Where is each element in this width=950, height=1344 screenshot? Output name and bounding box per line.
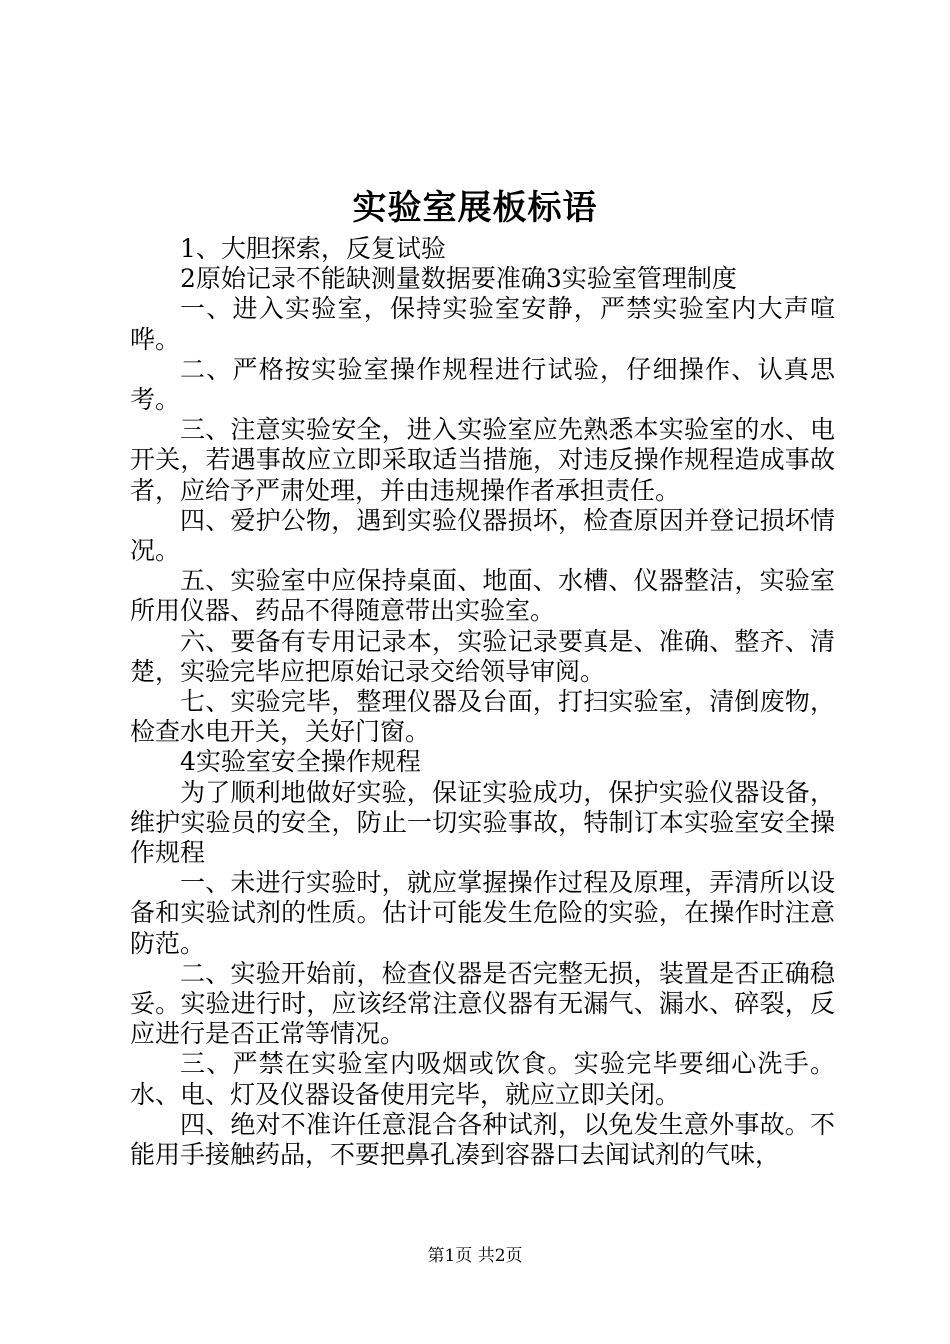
paragraph: 二、实验开始前，检查仪器是否完整无损，装置是否正确稳妥。实验进行时，应该经常注意仪器有无漏气、漏水、碎裂，反应进行是否正常等情况。 xyxy=(130,958,835,1049)
paragraph: 一、进入实验室，保持实验室安静，严禁实验室内大声喧哗。 xyxy=(130,294,835,354)
document-title: 实验室展板标语 xyxy=(352,188,598,228)
paragraph: 二、严格按实验室操作规程进行试验，仔细操作、认真思考。 xyxy=(130,354,835,415)
paragraph: 一、未进行实验时，就应掌握操作过程及原理，弄清所以设备和实验试剂的性质。估计可能发生危险的实验，在操作时注意防范。 xyxy=(130,868,835,958)
page-footer: 第1页 共2页 xyxy=(427,1246,523,1266)
paragraph: 三、严禁在实验室内吸烟或饮食。实验完毕要细心洗手。水、电、灯及仪器设备使用完毕，就应立即关闭。 xyxy=(130,1049,835,1109)
paragraph: 五、实验室中应保持桌面、地面、水槽、仪器整洁，实验室所用仪器、药品不得随意带出实验室。 xyxy=(130,566,835,626)
paragraph: 1、大胆探索，反复试验 xyxy=(180,234,446,263)
paragraph: 四、绝对不准许任意混合各种试剂，以免发生意外事故。不能用手接触药品，不要把鼻孔凑到容器口去闻试剂的气味， xyxy=(130,1109,835,1170)
paragraph: 4实验室安全操作规程 xyxy=(180,747,421,777)
paragraph: 三、注意实验安全，进入实验室应先熟悉本实验室的水、电开关，若遇事故应立即采取适当措施，对违反操作规程造成事故者，应给予严肃处理，并由违规操作者承担责任。 xyxy=(130,415,835,505)
paragraph: 七、实验完毕，整理仪器及台面，打扫实验室，清倒废物，检查水电开关，关好门窗。 xyxy=(130,687,835,747)
paragraph: 2原始记录不能缺测量数据要准确3实验室管理制度 xyxy=(180,264,737,294)
paragraph: 六、要备有专用记录本，实验记录要真是、准确、整齐、清楚，实验完毕应把原始记录交给领导审阅。 xyxy=(130,626,835,686)
paragraph: 四、爱护公物，遇到实验仪器损坏，检查原因并登记损坏情况。 xyxy=(130,505,835,566)
document-body xyxy=(130,234,835,1170)
paragraph: 为了顺利地做好实验，保证实验成功，保护实验仪器设备，维护实验员的安全，防止一切实验事故，特制订本实验室安全操作规程 xyxy=(130,777,835,868)
